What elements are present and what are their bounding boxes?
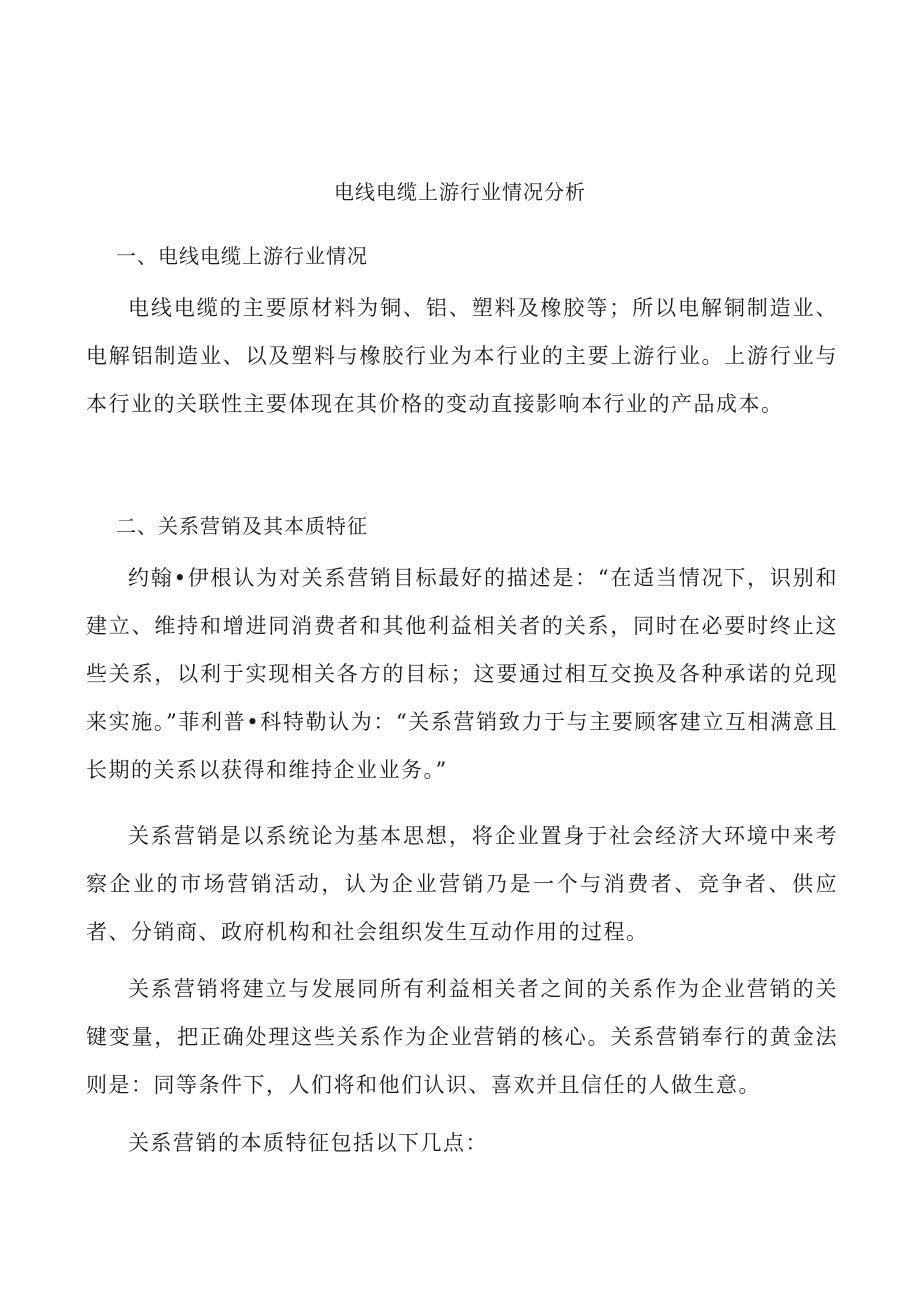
section-heading-upstream: 一、电线电缆上游行业情况 (116, 244, 368, 268)
section-heading-relationship-marketing: 二、关系营销及其本质特征 (116, 514, 368, 538)
page-title: 电线电缆上游行业情况分析 (334, 180, 586, 204)
paragraph-key-variable: 关系营销将建立与发展同所有利益相关者之间的关系作为企业营销的关键变量，把正确处理这些关系作为企业营销的核心。关系营销奉行的黄金法则是：同等条件下，人们将和他们认识、喜欢并且信任的人做生意。 (86, 977, 838, 1097)
paragraph-upstream-materials: 电线电缆的主要原材料为铜、铝、塑料及橡胶等；所以电解铜制造业、电解铝制造业、以及塑料与橡胶行业为本行业的主要上游行业。上游行业与本行业的关联性主要体现在其价格的变动直接影响本行业的产品成本。 (86, 296, 838, 416)
paragraph-definitions: 约翰•伊根认为对关系营销目标最好的描述是：“在适当情况下，识别和建立、维持和增进同消费者和其他利益相关者的关系，同时在必要时终止这些关系，以利于实现相关各方的目标；这要通过相互交换及各种承诺的兑现来实施。”菲利普•科特勒认为：“关系营销致力于与主要顾客建立互相满意且长期的关系以获得和维持企业业务。” (86, 566, 838, 782)
paragraph-essential-features: 关系营销的本质特征包括以下几点： (128, 1131, 488, 1155)
paragraph-systems-theory: 关系营销是以系统论为基本思想，将企业置身于社会经济大环境中来考察企业的市场营销活动，认为企业营销乃是一个与消费者、竞争者、供应者、分销商、政府机构和社会组织发生互动作用的过程。 (86, 824, 838, 944)
